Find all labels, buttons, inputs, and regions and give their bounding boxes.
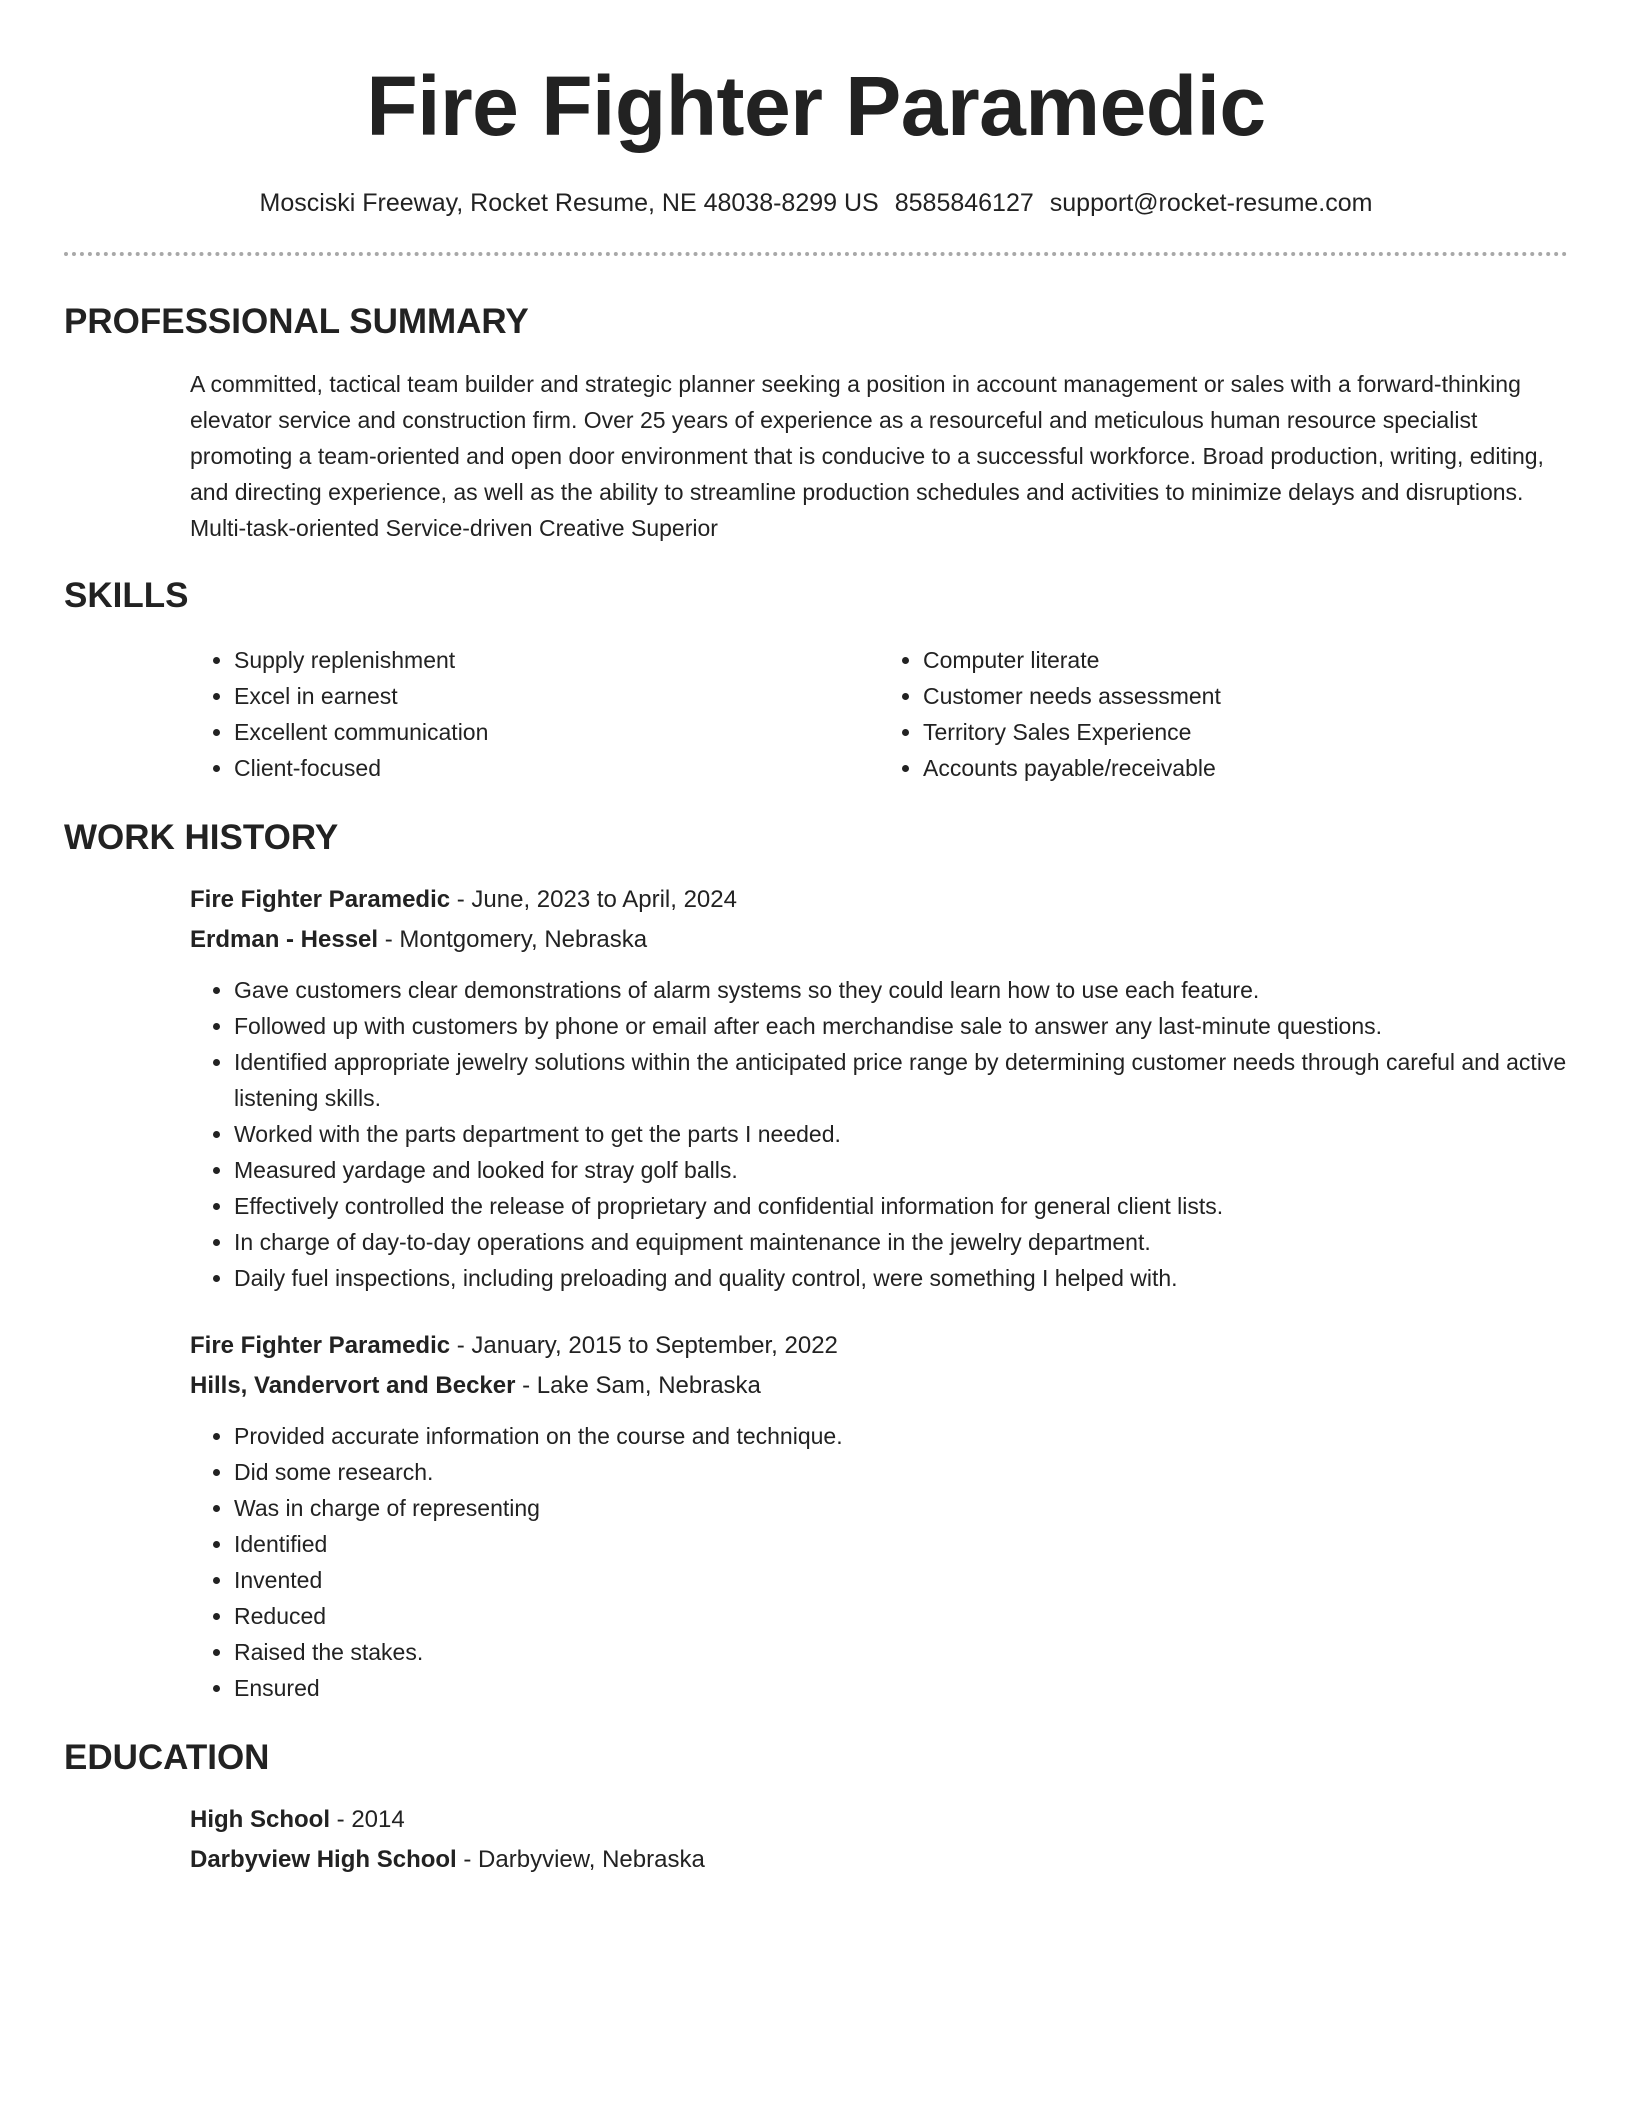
job-company: Hills, Vandervort and Becker	[190, 1372, 516, 1399]
job-bullet: • Identified	[234, 1526, 1568, 1562]
job-entry	[190, 880, 1568, 1296]
job-bullet: • Ensured	[234, 1670, 1568, 1706]
job-bullet: • Raised the stakes.	[234, 1634, 1568, 1670]
skill-item: • Customer needs assessment	[923, 678, 1568, 714]
job-dates: - January, 2015 to September, 2022	[450, 1332, 838, 1359]
skill-item: • Supply replenishment	[234, 642, 879, 678]
skill-item: • Accounts payable/receivable	[923, 750, 1568, 786]
skill-item: • Excel in earnest	[234, 678, 879, 714]
contact-line	[64, 188, 1568, 218]
job-bullet: • Invented	[234, 1562, 1568, 1598]
job-location: - Lake Sam, Nebraska	[515, 1372, 761, 1399]
job-entry	[190, 1326, 1568, 1706]
job-bullet: • Identified appropriate jewelry solutions within the anticipated price range by determining customer needs through careful and active listening skills.	[234, 1044, 1568, 1116]
job-title-line	[190, 1326, 1568, 1366]
header-divider	[64, 252, 1568, 256]
education-entry	[190, 1800, 1568, 1880]
summary-heading: PROFESSIONAL SUMMARY	[64, 302, 529, 341]
skill-item: • Client-focused	[234, 750, 879, 786]
job-bullet: • Measured yardage and looked for stray golf balls.	[234, 1152, 1568, 1188]
job-bullet: • Daily fuel inspections, including preloading and quality control, were something I helped with.	[234, 1260, 1568, 1296]
education-degree-line	[190, 1800, 1568, 1840]
education-school-line	[190, 1840, 1568, 1880]
education-location: - Darbyview, Nebraska	[456, 1846, 705, 1873]
work-history-heading: WORK HISTORY	[64, 818, 339, 857]
job-bullet: • Provided accurate information on the course and technique.	[234, 1418, 1568, 1454]
skills-column-left	[190, 642, 879, 786]
summary-section	[190, 366, 1568, 546]
job-role: Fire Fighter Paramedic	[190, 1332, 451, 1359]
education-degree: High School	[190, 1806, 330, 1833]
education-school: Darbyview High School	[190, 1846, 457, 1873]
contact-address: Mosciski Freeway, Rocket Resume, NE 48038-8299 US	[259, 189, 879, 217]
summary-text: A committed, tactical team builder and strategic planner seeking a position in account management or sales with a forward-thinking elevator service and construction firm. Over 25 years of experience as a resourceful and meticulous human resource specialist promoting a team-oriented and open door environment that is conducive to a successful workforce. Broad production, writing, editing, and directing experience, as well as the ability to streamline production schedules and activities to minimize delays and disruptions. Multi-task-oriented Service-driven Creative Superior	[190, 371, 1544, 541]
job-bullet: • In charge of day-to-day operations and equipment maintenance in the jewelry department.	[234, 1224, 1568, 1260]
skills-list	[190, 642, 1568, 786]
skill-item: • Computer literate	[923, 642, 1568, 678]
education-year: - 2014	[330, 1806, 405, 1833]
job-bullet: • Effectively controlled the release of proprietary and confidential information for general client lists.	[234, 1188, 1568, 1224]
job-role: Fire Fighter Paramedic	[190, 886, 451, 913]
job-title-line	[190, 880, 1568, 920]
contact-email: support@rocket-resume.com	[1049, 189, 1373, 217]
job-bullets	[190, 1418, 1568, 1706]
job-company: Erdman - Hessel	[190, 926, 379, 953]
skill-item: • Excellent communication	[234, 714, 879, 750]
resume-name: Fire Fighter Paramedic	[366, 59, 1266, 153]
job-bullet: • Did some research.	[234, 1454, 1568, 1490]
education-heading: EDUCATION	[64, 1738, 270, 1777]
skills-column-right	[879, 642, 1568, 786]
job-bullets	[190, 972, 1568, 1296]
job-bullet: • Reduced	[234, 1598, 1568, 1634]
job-bullet: • Followed up with customers by phone or email after each merchandise sale to answer any last-minute questions.	[234, 1008, 1568, 1044]
job-dates: - June, 2023 to April, 2024	[450, 886, 737, 913]
job-company-line	[190, 1366, 1568, 1406]
job-company-line	[190, 920, 1568, 960]
contact-phone: 8585846127	[894, 189, 1034, 217]
job-location: - Montgomery, Nebraska	[378, 926, 648, 953]
job-bullet: • Worked with the parts department to get the parts I needed.	[234, 1116, 1568, 1152]
skills-heading: SKILLS	[64, 576, 189, 615]
job-bullet: • Gave customers clear demonstrations of alarm systems so they could learn how to use each feature.	[234, 972, 1568, 1008]
job-bullet: • Was in charge of representing	[234, 1490, 1568, 1526]
skill-item: • Territory Sales Experience	[923, 714, 1568, 750]
